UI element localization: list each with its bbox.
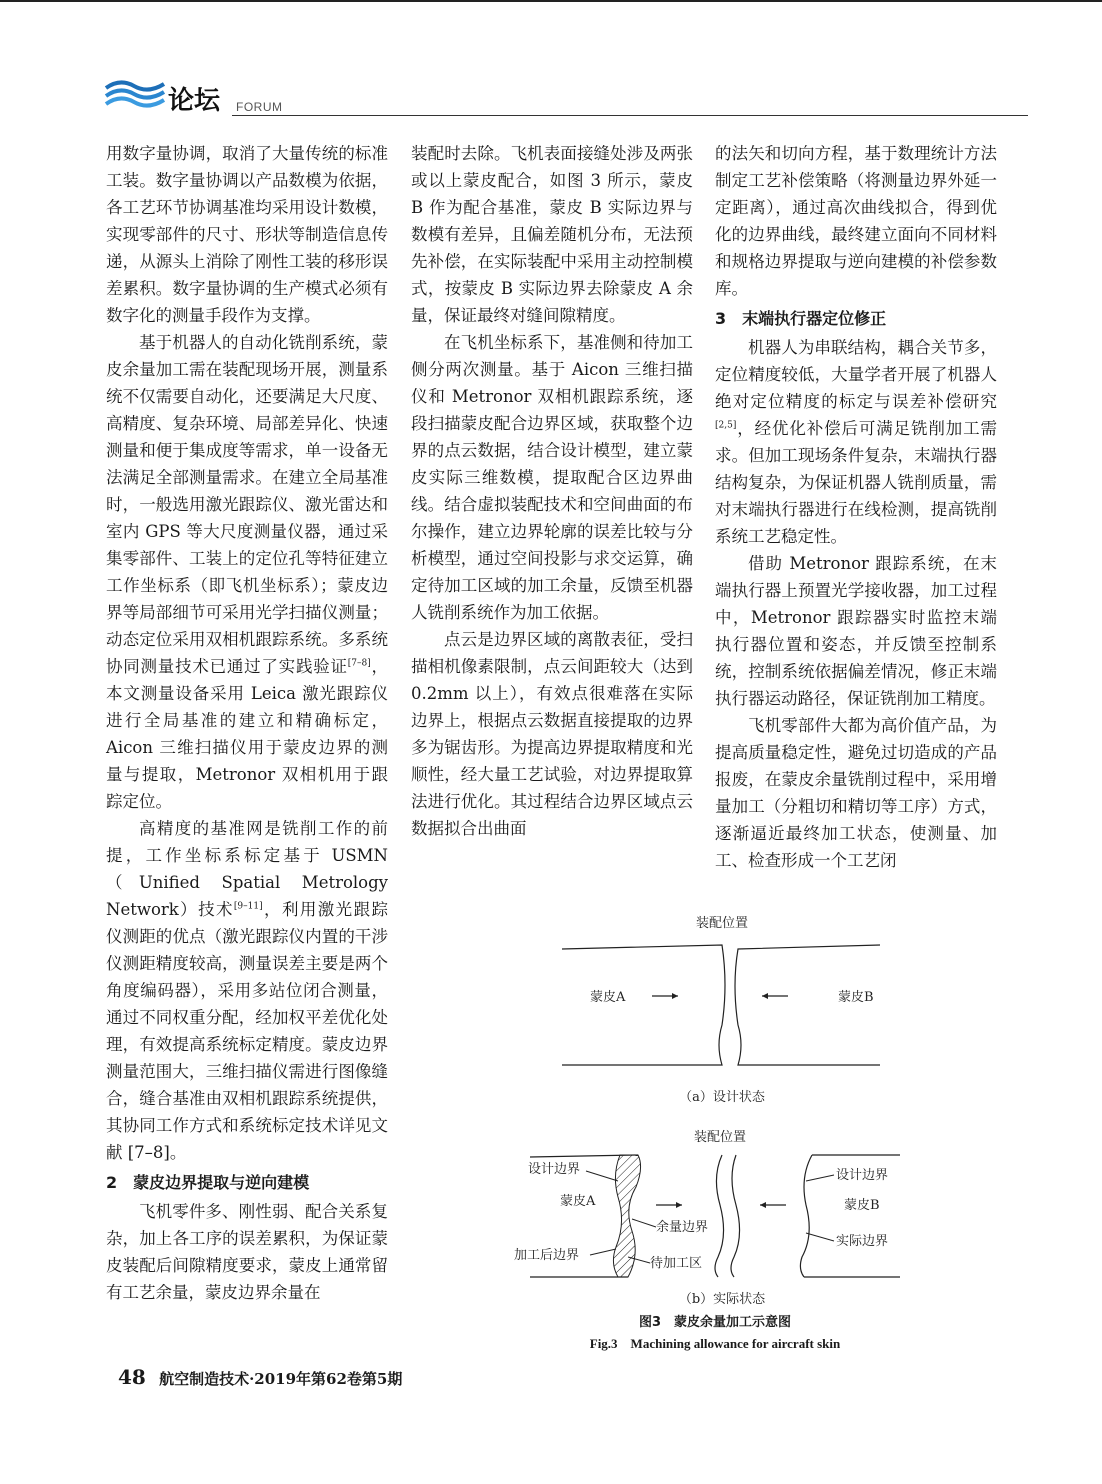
fig-a-assembly-label: 装配位置 bbox=[695, 916, 749, 931]
fig-b-design-boundary-center-2 bbox=[731, 1155, 740, 1277]
text-column-3 bbox=[715, 140, 997, 900]
fig-a-skin-a-outline bbox=[562, 945, 725, 1065]
paragraph bbox=[411, 329, 693, 626]
paragraph bbox=[106, 1198, 388, 1306]
fig-b-design-edge-left-label: 设计边界 bbox=[528, 1162, 581, 1177]
citation-ref: [7–8] bbox=[347, 658, 371, 669]
fig-b-leader-machined bbox=[590, 1249, 616, 1255]
fig-a-skin-b-outline bbox=[735, 945, 880, 1065]
fig-b-arrowhead-left bbox=[760, 1202, 766, 1208]
header-rule bbox=[232, 115, 1028, 116]
citation-ref: [9–11] bbox=[233, 901, 263, 912]
paragraph-text: 飞机零部件大都为高价值产品，为提高质量稳定性，避免过切造成的产品报废，在蒙皮余量铣削过程中，采用增量加工（分粗切和精切等工序）方式，逐渐逼近最终加工状态，使测量、加工、检查形成一个工艺闭 bbox=[715, 716, 997, 870]
fig-a-arrowhead-right bbox=[672, 993, 678, 999]
fig-b-allowance-edge-label: 余量边界 bbox=[656, 1220, 709, 1235]
paragraph-text: 用数字量协调，取消了大量传统的标准工装。数字量协调以产品数模为依据，各工艺环节协调基准均采用设计数模，实现零部件的尺寸、形状等制造信息传递，从源头上消除了刚性工装的移形误差累积。数字量协调的生产模式必须有数字化的测量手段作为支撑。 bbox=[106, 144, 388, 325]
section-title: 论坛 bbox=[168, 86, 221, 116]
section-subtitle: FORUM bbox=[236, 100, 283, 114]
fig-a-sub-caption: （a）设计状态 bbox=[679, 1090, 765, 1105]
paragraph bbox=[106, 140, 388, 329]
fig-a-arrowhead-left bbox=[762, 993, 768, 999]
fig-b-leader-design-right bbox=[806, 1175, 834, 1181]
fig-b-skin-a-label: 蒙皮A bbox=[560, 1194, 596, 1209]
paragraph bbox=[411, 626, 693, 842]
paragraph-text-tail: ，本文测量设备采用 Leica 激光跟踪仪进行全局基准的建立和精确标定，Aicon 三维扫描仪用于蒙皮边界的测量与提取，Metronor 双相机用于跟踪定位。 bbox=[106, 657, 389, 811]
fig-b-skin-b-label: 蒙皮B bbox=[844, 1198, 880, 1213]
paragraph-text: 飞机零件多、刚性弱、配合关系复杂，加上各工序的误差累积，为保证蒙皮装配后间隙精度要求，蒙皮上通常留有工艺余量，蒙皮边界余量在 bbox=[106, 1202, 388, 1302]
journal-citation: 航空制造技术·2019年第62卷第5期 bbox=[159, 1370, 403, 1388]
fig-b-skin-b-actual-edge bbox=[800, 1155, 812, 1277]
figure-caption-cn: 图3 蒙皮余量加工示意图 bbox=[638, 1315, 792, 1330]
fig-b-assembly-label: 装配位置 bbox=[693, 1130, 747, 1145]
paragraph-text-tail: ，经优化补偿后可满足铣削加工需求。但加工现场条件复杂，末端执行器结构复杂，为保证机器人铣削质量，需对末端执行器进行在线检测，提高铣削系统工艺稳定性。 bbox=[715, 419, 997, 546]
page-footer bbox=[118, 1365, 402, 1389]
figure-3-diagram bbox=[500, 905, 930, 1309]
page-header bbox=[104, 76, 1024, 116]
paragraph bbox=[715, 334, 997, 550]
paragraph-text: 借助 Metronor 跟踪系统，在末端执行器上预置光学接收器，加工过程中，Metronor 跟踪器实时监控末端执行器位置和姿态，并反馈至控制系统，控制系统依据偏差情况，修正末端执行器运动路径，保证铣削加工精度。 bbox=[715, 554, 997, 708]
paragraph-text: 基于机器人的自动化铣削系统，蒙皮余量加工需在装配现场开展，测量系统不仅需要自动化，还要满足大尺度、高精度、复杂环境、局部差异化、快速测量和便于集成度等需求，单一设备无法满足全部测量需求。在建立全局基准时，一般选用激光跟踪仪、激光雷达和室内 GPS 等大尺度测量仪器，通过采集零部件、工装上的定位孔等特征建立工作坐标系（即飞机坐标系）；蒙皮边界等局部细节可采用光学扫描仪测量；动态定位采用双相机跟踪系统。多系统协同测量技术已通过了实践验证 bbox=[106, 333, 388, 676]
paragraph-text: 装配时去除。飞机表面接缝处涉及两张或以上蒙皮配合，如图 3 所示，蒙皮 B 作为配合基准，蒙皮 B 实际边界与数模有差异，且偏差随机分布，无法预先补偿，在实际装配中采用主动控制模式，按蒙皮 B 实际边界去除蒙皮 A 余量，保证最终对缝间隙精度。 bbox=[411, 144, 693, 325]
paragraph-text: 高精度的基准网是铣削工作的前提，工作坐标系标定基于 USMN（Unified Spatial Metrology Network）技术 bbox=[106, 819, 388, 919]
paragraph-text: 的法矢和切向方程，基于数理统计方法制定工艺补偿策略（将测量边界外延一定距离），通过高次曲线拟合，得到优化的边界曲线，最终建立面向不同材料和规格边界提取与逆向建模的补偿参数库。 bbox=[715, 144, 997, 298]
fig-a-skin-a-label: 蒙皮A bbox=[590, 990, 626, 1005]
figure-caption-en: Fig.3 Machining allowance for aircraft skin bbox=[589, 1336, 841, 1351]
fig-b-sub-caption: （b）实际状态 bbox=[678, 1292, 766, 1307]
fig-b-to-machine-zone-label: 待加工区 bbox=[650, 1256, 703, 1271]
paragraph-text: 点云是边界区域的离散表征，受扫描相机像素限制，点云间距较大（达到 0.2mm 以上），有效点很难落在实际边界上，根据点云数据直接提取的边界多为锯齿形。为提高边界提取精度和光顺性，经大量工艺试验，对边界提取算法进行优化。其过程结合边界区域点云数据拟合出曲面 bbox=[411, 630, 693, 838]
fig-b-leader-design-left bbox=[586, 1171, 618, 1181]
paragraph bbox=[106, 329, 388, 815]
paragraph-text-tail: ，利用激光跟踪仪测距的优点（激光跟踪仪内置的干涉仪测距精度较高，测量误差主要是两个角度编码器），采用多站位闭合测量，通过不同权重分配，经加权平差优化处理，有效提高系统标定精度。蒙皮边界测量范围大，三维扫描仪需进行图像缝合，缝合基准由双相机跟踪系统提供，其协同工作方式和系统标定技术详见文献 [7–8]。 bbox=[106, 900, 388, 1162]
paragraph bbox=[106, 815, 388, 1166]
page-number: 48 bbox=[118, 1365, 146, 1389]
fig-a-skin-b-label: 蒙皮B bbox=[838, 990, 874, 1005]
figure-3 bbox=[500, 905, 930, 1355]
fig-b-design-boundary-center bbox=[715, 1155, 724, 1277]
fig-b-arrowhead-right bbox=[676, 1202, 682, 1208]
paragraph bbox=[411, 140, 693, 329]
text-column-2 bbox=[411, 140, 693, 900]
paragraph bbox=[715, 140, 997, 302]
fig-b-design-edge-right-label: 设计边界 bbox=[836, 1168, 889, 1183]
paragraph-text: 在飞机坐标系下，基准侧和待加工侧分两次测量。基于 Aicon 三维扫描仪和 Metronor 双相机跟踪系统，逐段扫描蒙皮配合边界区域，获取整个边界的点云数据，结合设计模型，建立蒙皮实际三维数模，提取配合区边界曲线。结合虚拟装配技术和空间曲面的布尔操作，建立边界轮廓的误差比较与分析模型，通过空间投影与求交运算，确定待加工区域的加工余量，反馈至机器人铣削系统作为加工依据。 bbox=[411, 333, 693, 622]
section-heading: 2 蒙皮边界提取与逆向建模 bbox=[106, 1173, 310, 1192]
text-column-1 bbox=[106, 140, 388, 1306]
paragraph-text: 机器人为串联结构，耦合关节多，定位精度较低，大量学者开展了机器人绝对定位精度的标定与误差补偿研究 bbox=[715, 338, 997, 411]
top-border-line bbox=[0, 0, 1102, 2]
fig-b-leader-allowance bbox=[632, 1219, 656, 1227]
fig-b-allowance-hatch bbox=[613, 1155, 640, 1277]
journal-logo-waves-icon bbox=[104, 76, 166, 112]
fig-b-leader-actual bbox=[806, 1233, 834, 1241]
fig-b-machined-edge-label: 加工后边界 bbox=[514, 1248, 580, 1263]
paragraph bbox=[715, 550, 997, 712]
fig-b-actual-edge-label: 实际边界 bbox=[836, 1234, 889, 1249]
paragraph bbox=[715, 712, 997, 874]
citation-ref: [2,5] bbox=[715, 420, 737, 431]
section-heading: 3 末端执行器定位修正 bbox=[715, 309, 887, 328]
